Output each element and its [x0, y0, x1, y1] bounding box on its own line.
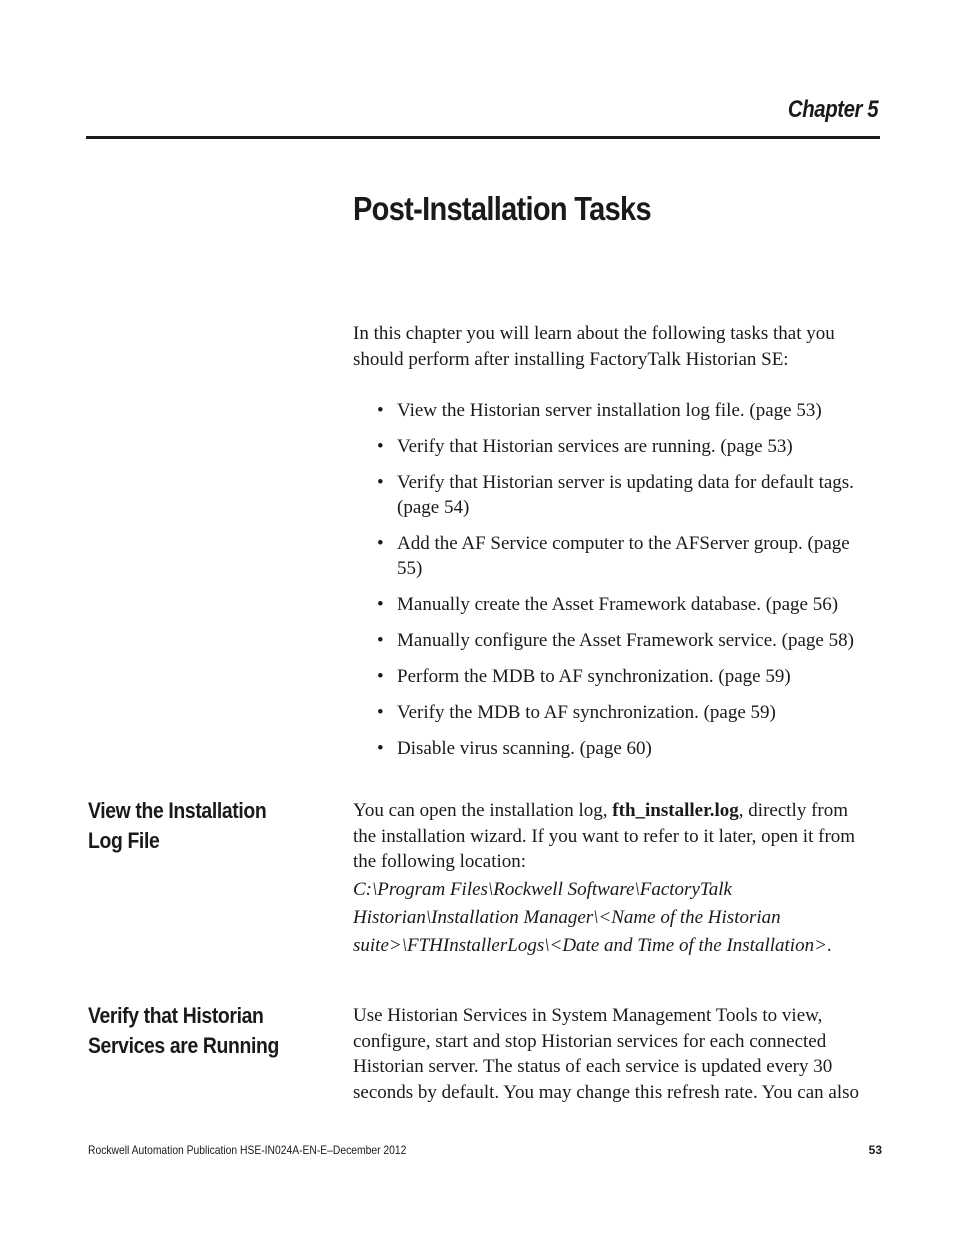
log-text-after: , directly from the installation wizard. If you want to refer to it later, open it from the following location:	[353, 800, 856, 872]
task-list-item	[377, 736, 867, 761]
log-file-path	[353, 876, 873, 960]
bullet-icon: •	[377, 594, 384, 615]
task-list-item-text: Perform the MDB to AF synchronization. (page 59)	[397, 666, 791, 687]
task-list	[377, 398, 867, 772]
bullet-icon: •	[377, 400, 384, 421]
task-list-item	[377, 628, 867, 653]
task-list-item-text: Verify the MDB to AF synchronization. (page 59)	[397, 702, 776, 723]
bullet-icon: •	[377, 436, 384, 457]
bullet-icon: •	[377, 472, 384, 493]
intro-paragraph: In this chapter you will learn about the following tasks that you should perform after installing FactoryTalk Historian SE:	[353, 323, 835, 370]
bullet-icon: •	[377, 738, 384, 759]
section-heading-verify-services: Verify that Historian Services are Running	[88, 1003, 279, 1058]
page-title: Post-Installation Tasks	[353, 190, 651, 227]
task-list-item-text: Manually create the Asset Framework database. (page 56)	[397, 594, 839, 615]
task-list-item	[377, 592, 867, 617]
bullet-icon: •	[377, 533, 384, 554]
bullet-icon: •	[377, 630, 384, 651]
log-path-end: .	[826, 934, 832, 956]
task-list-item-text: View the Historian server installation log file. (page 53)	[397, 400, 822, 421]
bullet-icon: •	[377, 666, 384, 687]
task-list-item-text: Manually configure the Asset Framework service. (page 58)	[397, 630, 854, 651]
task-list-item-text: Verify that Historian services are running. (page 53)	[397, 436, 793, 457]
footer-publication: Rockwell Automation Publication HSE-IN024A-EN-E–December 2012	[88, 1143, 407, 1157]
section-heading-installation-log: View the Installation Log File	[88, 798, 267, 853]
log-text-before: You can open the installation log,	[353, 800, 613, 821]
chapter-divider	[86, 136, 880, 139]
task-list-item	[377, 664, 867, 689]
bullet-icon: •	[377, 702, 384, 723]
log-filename: fth_installer.log	[612, 800, 739, 821]
footer-page-number: 53	[868, 1143, 882, 1157]
chapter-label: Chapter 5	[787, 96, 878, 123]
task-list-item	[377, 434, 867, 459]
installation-log-paragraph	[353, 798, 873, 960]
task-list-item	[377, 470, 867, 520]
task-list-item	[377, 531, 867, 581]
task-list-item	[377, 398, 867, 423]
task-list-item-text: Disable virus scanning. (page 60)	[397, 738, 652, 759]
task-list-item-text: Add the AF Service computer to the AFServer group. (page 55)	[397, 533, 850, 579]
verify-services-paragraph: Use Historian Services in System Management Tools to view, configure, start and stop Historian services for each connected Historian server. The status of each service is updated every 30 seconds by default. You may change this refresh rate. You can also	[353, 1005, 860, 1103]
log-path-text: C:\Program Files\Rockwell Software\FactoryTalk Historian\Installation Manager\<Name of the Historian suite>\FTHInstallerLogs\<Date and Time of the Installation>	[353, 878, 827, 956]
task-list-item	[377, 700, 867, 725]
task-list-item-text: Verify that Historian server is updating data for default tags. (page 54)	[397, 472, 854, 518]
